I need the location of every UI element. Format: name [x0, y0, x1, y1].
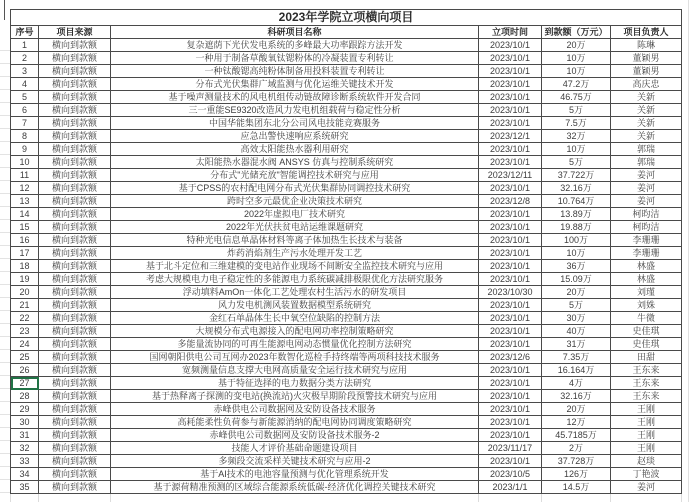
- table-row: [11, 325, 682, 338]
- table-row: [11, 377, 682, 390]
- cell-r16-c6[interactable]: 李珊珊: [611, 234, 682, 247]
- cell-r28-c2[interactable]: 横向到款额: [39, 390, 111, 403]
- cell-r9-c5[interactable]: 10万: [542, 143, 611, 156]
- cell-r6-c1[interactable]: 6: [11, 104, 39, 117]
- cell-r32-c6[interactable]: 王刚: [611, 442, 682, 455]
- cell-r23-c6[interactable]: 史佳琪: [611, 325, 682, 338]
- cell-r4-c6[interactable]: 高庆忠: [611, 78, 682, 91]
- cell-r33-c1[interactable]: 33: [11, 455, 39, 468]
- cell-r5-c4[interactable]: 2023/10/1: [479, 91, 542, 104]
- cell-r19-c5[interactable]: 15.09万: [542, 273, 611, 286]
- cell-r14-c4[interactable]: 2023/10/1: [479, 208, 542, 221]
- cell-r10-c6[interactable]: 郭瑞: [611, 156, 682, 169]
- cell-r2-c4[interactable]: 2023/10/1: [479, 52, 542, 65]
- cell-r31-c3[interactable]: 赤峰供电公司数据网及安防设备技术服务-2: [111, 429, 479, 442]
- cell-r14-c6[interactable]: 柯昀洁: [611, 208, 682, 221]
- cell-r10-c1[interactable]: 10: [11, 156, 39, 169]
- cell-r5-c1[interactable]: 5: [11, 91, 39, 104]
- cell-r18-c5[interactable]: 36万: [542, 260, 611, 273]
- cell-r2-c5[interactable]: 10万: [542, 52, 611, 65]
- cell-r23-c3[interactable]: 大规模分布式电源接入的配电网功率控制策略研究: [111, 325, 479, 338]
- cell-r8-c1[interactable]: 8: [11, 130, 39, 143]
- cell-r3-c5[interactable]: 10万: [542, 65, 611, 78]
- cell-r1-c5[interactable]: 20万: [542, 39, 611, 52]
- cell-r9-c3[interactable]: 高效太阳能热水器利用研究: [111, 143, 479, 156]
- cell-r32-c1[interactable]: 32: [11, 442, 39, 455]
- cell-r19-c4[interactable]: 2023/10/1: [479, 273, 542, 286]
- cell-r13-c5[interactable]: 10.764万: [542, 195, 611, 208]
- cell-r12-c1[interactable]: 12: [11, 182, 39, 195]
- cell-r5-c6[interactable]: 关新: [611, 91, 682, 104]
- cell-r31-c5[interactable]: 45.7185万: [542, 429, 611, 442]
- table-row: [11, 273, 682, 286]
- table-row: [11, 156, 682, 169]
- cell-r21-c6[interactable]: 刘姝: [611, 299, 682, 312]
- table-row: [11, 52, 682, 65]
- cell-r11-c2[interactable]: 横向到款额: [39, 169, 111, 182]
- column-header-1[interactable]: 序号: [11, 26, 39, 39]
- cell-r16-c3[interactable]: 特种光电信息单晶体材料等离子体加热生长技术与装备: [111, 234, 479, 247]
- cell-r17-c5[interactable]: 10万: [542, 247, 611, 260]
- cell-r22-c4[interactable]: 2023/10/1: [479, 312, 542, 325]
- cell-r16-c4[interactable]: 2023/10/1: [479, 234, 542, 247]
- cell-r33-c6[interactable]: 赵琰: [611, 455, 682, 468]
- table-row: [11, 338, 682, 351]
- cell-r13-c3[interactable]: 跨时空多元最优企业决策技术研究: [111, 195, 479, 208]
- cell-r26-c6[interactable]: 王东来: [611, 364, 682, 377]
- cell-r24-c3[interactable]: 多能量流协同的可再生能源电网动态惯量优化控制方法研究: [111, 338, 479, 351]
- cell-r33-c4[interactable]: 2023/10/1: [479, 455, 542, 468]
- cell-r17-c4[interactable]: 2023/10/1: [479, 247, 542, 260]
- cell-r21-c5[interactable]: 5万: [542, 299, 611, 312]
- cell-r11-c1[interactable]: 11: [11, 169, 39, 182]
- cell-r1-c2[interactable]: 横向到款额: [39, 39, 111, 52]
- cell-r6-c6[interactable]: 关新: [611, 104, 682, 117]
- right-gridline: [688, 0, 689, 502]
- cell-r23-c5[interactable]: 40万: [542, 325, 611, 338]
- table-row: [11, 299, 682, 312]
- cell-r3-c3[interactable]: 一种钛酸锶高纯粉体制备用投料装置专利转让: [111, 65, 479, 78]
- cell-r16-c1[interactable]: 16: [11, 234, 39, 247]
- table-row: [11, 91, 682, 104]
- cell-r2-c2[interactable]: 横向到款额: [39, 52, 111, 65]
- cell-r7-c5[interactable]: 7.5万: [542, 117, 611, 130]
- cell-r32-c2[interactable]: 横向到款额: [39, 442, 111, 455]
- cell-r34-c5[interactable]: 126万: [542, 468, 611, 481]
- cell-r31-c4[interactable]: 2023/10/1: [479, 429, 542, 442]
- cell-r35-c6[interactable]: 姜河: [611, 481, 682, 494]
- table-row: [11, 429, 682, 442]
- cell-r21-c1[interactable]: 21: [11, 299, 39, 312]
- cell-r13-c2[interactable]: 横向到款额: [39, 195, 111, 208]
- cell-r23-c2[interactable]: 横向到款额: [39, 325, 111, 338]
- cell-r21-c3[interactable]: 风力发电机测风装置数据模型系统研究: [111, 299, 479, 312]
- cell-r20-c5[interactable]: 20万: [542, 286, 611, 299]
- cell-r34-c1[interactable]: 34: [11, 468, 39, 481]
- cell-r20-c4[interactable]: 2023/10/30: [479, 286, 542, 299]
- cell-r5-c2[interactable]: 横向到款额: [39, 91, 111, 104]
- cell-r31-c1[interactable]: 31: [11, 429, 39, 442]
- cell-r9-c4[interactable]: 2023/10/1: [479, 143, 542, 156]
- table-row: [11, 208, 682, 221]
- table-row: [11, 247, 682, 260]
- cell-r26-c1[interactable]: 26: [11, 364, 39, 377]
- table-row: [11, 221, 682, 234]
- cell-r27-c6[interactable]: 王东来: [611, 377, 682, 390]
- cell-r1-c6[interactable]: 陈琳: [611, 39, 682, 52]
- cell-r20-c3[interactable]: 浮动填料AmOn一体化工艺处理农村生活污水的研发项目: [111, 286, 479, 299]
- cell-r26-c2[interactable]: 横向到款额: [39, 364, 111, 377]
- column-header-5[interactable]: 到款额（万元）: [542, 26, 611, 39]
- cell-r11-c6[interactable]: 姜河: [611, 169, 682, 182]
- cell-r21-c4[interactable]: 2023/10/1: [479, 299, 542, 312]
- cell-r14-c1[interactable]: 14: [11, 208, 39, 221]
- cell-r29-c4[interactable]: 2023/10/1: [479, 403, 542, 416]
- cell-r27-c3[interactable]: 基于特征选择的电力数据分类方法研究: [111, 377, 479, 390]
- cell-r17-c6[interactable]: 李珊珊: [611, 247, 682, 260]
- cell-r18-c6[interactable]: 林盛: [611, 260, 682, 273]
- cell-r35-c1[interactable]: 35: [11, 481, 39, 494]
- cell-r34-c2[interactable]: 横向到款额: [39, 468, 111, 481]
- table-row: [11, 117, 682, 130]
- table-row: [11, 364, 682, 377]
- cell-r13-c6[interactable]: 姜河: [611, 195, 682, 208]
- cell-r25-c1[interactable]: 25: [11, 351, 39, 364]
- table-row: [11, 78, 682, 91]
- table-row: [11, 104, 682, 117]
- corner-border-fragment: [4, 0, 5, 20]
- cell-r10-c2[interactable]: 横向到款额: [39, 156, 111, 169]
- cell-r1-c1[interactable]: 1: [11, 39, 39, 52]
- cell-r31-c6[interactable]: 王刚: [611, 429, 682, 442]
- cell-r5-c5[interactable]: 46.75万: [542, 91, 611, 104]
- cell-r7-c4[interactable]: 2023/10/1: [479, 117, 542, 130]
- cell-r33-c2[interactable]: 横向到款额: [39, 455, 111, 468]
- cell-r21-c2[interactable]: 横向到款额: [39, 299, 111, 312]
- table-row: [11, 390, 682, 403]
- cell-r24-c1[interactable]: 24: [11, 338, 39, 351]
- cell-r1-c3[interactable]: 复杂遮荫下光伏发电系统的多峰最大功率跟踪方法开发: [111, 39, 479, 52]
- cell-r11-c5[interactable]: 37.722万: [542, 169, 611, 182]
- left-gridline-strip: [0, 38, 10, 493]
- cell-r15-c5[interactable]: 19.88万: [542, 221, 611, 234]
- cell-r29-c2[interactable]: 横向到款额: [39, 403, 111, 416]
- cell-r22-c5[interactable]: 30万: [542, 312, 611, 325]
- cell-r12-c5[interactable]: 32.16万: [542, 182, 611, 195]
- cell-r19-c3[interactable]: 考虑大规模电力电子稳定性的多能源电力系统碳减排极限优化方法研究服务: [111, 273, 479, 286]
- cell-r7-c1[interactable]: 7: [11, 117, 39, 130]
- cell-r3-c1[interactable]: 3: [11, 65, 39, 78]
- table-row: [11, 195, 682, 208]
- cell-r7-c2[interactable]: 横向到款额: [39, 117, 111, 130]
- cell-r11-c3[interactable]: 分布式"光储充放"智能调控技术研究与应用: [111, 169, 479, 182]
- cell-r28-c3[interactable]: 基于热释离子探测的变电站(换流站)火灾极早期阶段预警技术研究与应用: [111, 390, 479, 403]
- sheet-title[interactable]: 2023年学院立项横向项目: [11, 10, 682, 26]
- cell-r15-c1[interactable]: 15: [11, 221, 39, 234]
- cell-r24-c4[interactable]: 2023/10/1: [479, 338, 542, 351]
- title-row: [11, 10, 682, 26]
- cell-r33-c3[interactable]: 多频段交流采样关键技术研究与应用-2: [111, 455, 479, 468]
- cell-r4-c5[interactable]: 47.2万: [542, 78, 611, 91]
- column-header-4[interactable]: 立项时间: [479, 26, 542, 39]
- cell-r3-c6[interactable]: 董颖男: [611, 65, 682, 78]
- cell-r34-c3[interactable]: 基于AI技术的电池容量预测与优化管理系统开发: [111, 468, 479, 481]
- cell-r35-c5[interactable]: 14.5万: [542, 481, 611, 494]
- cell-r30-c6[interactable]: 王刚: [611, 416, 682, 429]
- cell-r6-c2[interactable]: 横向到款额: [39, 104, 111, 117]
- cell-r2-c6[interactable]: 董颖男: [611, 52, 682, 65]
- cell-r1-c4[interactable]: 2023/10/1: [479, 39, 542, 52]
- cell-r10-c5[interactable]: 5万: [542, 156, 611, 169]
- table-row: [11, 39, 682, 52]
- cell-r5-c3[interactable]: 基于噪声测量技术的风电机组传动链故障诊断系统软件开发合同: [111, 91, 479, 104]
- cell-r13-c1[interactable]: 13: [11, 195, 39, 208]
- cell-r8-c2[interactable]: 横向到款额: [39, 130, 111, 143]
- cell-r2-c1[interactable]: 2: [11, 52, 39, 65]
- table-row: [11, 234, 682, 247]
- cell-r6-c5[interactable]: 5万: [542, 104, 611, 117]
- cell-r22-c2[interactable]: 横向到款额: [39, 312, 111, 325]
- cell-r22-c1[interactable]: 22: [11, 312, 39, 325]
- cell-r12-c2[interactable]: 横向到款额: [39, 182, 111, 195]
- cell-r29-c3[interactable]: 赤峰供电公司数据网及安防设备技术服务: [111, 403, 479, 416]
- cell-r2-c3[interactable]: 一种用于制备草酸氧钛锶粉体的冷凝装置专利转让: [111, 52, 479, 65]
- cell-r29-c5[interactable]: 20万: [542, 403, 611, 416]
- cell-r29-c1[interactable]: 29: [11, 403, 39, 416]
- cell-r25-c4[interactable]: 2023/12/6: [479, 351, 542, 364]
- table-row: [11, 182, 682, 195]
- cell-r30-c4[interactable]: 2023/10/1: [479, 416, 542, 429]
- cell-r19-c6[interactable]: 林盛: [611, 273, 682, 286]
- cell-r30-c3[interactable]: 高耗能柔性负荷参与新能源消纳的配电网协同调度策略研究: [111, 416, 479, 429]
- cell-r6-c3[interactable]: 三一重能SE9320改造风力发电机组载荷与稳定性分析: [111, 104, 479, 117]
- table-row: [11, 442, 682, 455]
- cell-r22-c6[interactable]: 牛微: [611, 312, 682, 325]
- cell-r30-c5[interactable]: 12万: [542, 416, 611, 429]
- cell-r14-c2[interactable]: 横向到款额: [39, 208, 111, 221]
- cell-r27-c4[interactable]: 2023/10/1: [479, 377, 542, 390]
- cell-r27-c2[interactable]: 横向到款额: [39, 377, 111, 390]
- column-header-3[interactable]: 科研项目名称: [111, 26, 479, 39]
- cell-r19-c2[interactable]: 横向到款额: [39, 273, 111, 286]
- cell-r30-c1[interactable]: 30: [11, 416, 39, 429]
- cell-r3-c2[interactable]: 横向到款额: [39, 65, 111, 78]
- cell-r26-c5[interactable]: 16.164万: [542, 364, 611, 377]
- table-row: [11, 468, 682, 481]
- table-row: [11, 130, 682, 143]
- cell-r18-c1[interactable]: 18: [11, 260, 39, 273]
- cell-r8-c3[interactable]: 应急出警快速响应系统研究: [111, 130, 479, 143]
- cell-r9-c2[interactable]: 横向到款额: [39, 143, 111, 156]
- cell-r25-c5[interactable]: 7.35万: [542, 351, 611, 364]
- cell-r25-c6[interactable]: 田甜: [611, 351, 682, 364]
- cell-r28-c6[interactable]: 王东来: [611, 390, 682, 403]
- cell-r18-c2[interactable]: 横向到款额: [39, 260, 111, 273]
- cell-r29-c6[interactable]: 王刚: [611, 403, 682, 416]
- cell-r20-c1[interactable]: 20: [11, 286, 39, 299]
- cell-r7-c6[interactable]: 关新: [611, 117, 682, 130]
- cell-r31-c2[interactable]: 横向到款额: [39, 429, 111, 442]
- cell-r18-c4[interactable]: 2023/10/1: [479, 260, 542, 273]
- cell-r25-c3[interactable]: 国网朝阳供电公司互网办2023年数智化巡检手持终端等两项科技技术服务: [111, 351, 479, 364]
- cell-r14-c5[interactable]: 13.89万: [542, 208, 611, 221]
- cell-r28-c4[interactable]: 2023/10/1: [479, 390, 542, 403]
- cell-r34-c6[interactable]: 丁艳波: [611, 468, 682, 481]
- cell-r17-c3[interactable]: 炸药消焰剂生产污水处理开发工艺: [111, 247, 479, 260]
- cell-r9-c1[interactable]: 9: [11, 143, 39, 156]
- cell-r28-c5[interactable]: 32.16万: [542, 390, 611, 403]
- table-row: [11, 312, 682, 325]
- cell-r20-c2[interactable]: 横向到款额: [39, 286, 111, 299]
- cell-r12-c3[interactable]: 基于CPSS的农村配电网分布式光伏集群协同调控技术研究: [111, 182, 479, 195]
- cell-r24-c2[interactable]: 横向到款额: [39, 338, 111, 351]
- cell-r27-c1[interactable]: 27: [11, 377, 39, 390]
- cell-r9-c6[interactable]: 郭瑞: [611, 143, 682, 156]
- cell-r32-c3[interactable]: 技能人才评价基础命题建设项目: [111, 442, 479, 455]
- cell-r30-c2[interactable]: 横向到款额: [39, 416, 111, 429]
- cell-r16-c5[interactable]: 100万: [542, 234, 611, 247]
- table-row: [11, 455, 682, 468]
- cell-r23-c4[interactable]: 2023/10/1: [479, 325, 542, 338]
- cell-r8-c5[interactable]: 32万: [542, 130, 611, 143]
- cell-r16-c2[interactable]: 横向到款额: [39, 234, 111, 247]
- cell-r15-c2[interactable]: 横向到款额: [39, 221, 111, 234]
- cell-r8-c6[interactable]: 关新: [611, 130, 682, 143]
- cell-r13-c4[interactable]: 2023/12/8: [479, 195, 542, 208]
- cell-r28-c1[interactable]: 28: [11, 390, 39, 403]
- table-row: [11, 481, 682, 494]
- cell-r27-c5[interactable]: 4万: [542, 377, 611, 390]
- cell-r26-c3[interactable]: 宽频测量信息支撑大电网高质量安全运行技术研究与应用: [111, 364, 479, 377]
- cell-r25-c2[interactable]: 横向到款额: [39, 351, 111, 364]
- column-header-2[interactable]: 项目来源: [39, 26, 111, 39]
- cell-r15-c4[interactable]: 2023/10/1: [479, 221, 542, 234]
- cell-r4-c3[interactable]: 分布式光伏集群广域监测与优化运维关键技术开发: [111, 78, 479, 91]
- cell-r10-c4[interactable]: 2023/10/1: [479, 156, 542, 169]
- cell-r32-c4[interactable]: 2023/11/17: [479, 442, 542, 455]
- cell-r20-c6[interactable]: 刘瑾: [611, 286, 682, 299]
- cell-r34-c4[interactable]: 2023/10/5: [479, 468, 542, 481]
- table-row: [11, 169, 682, 182]
- cell-r33-c5[interactable]: 37.728万: [542, 455, 611, 468]
- cell-r24-c6[interactable]: 史佳琪: [611, 338, 682, 351]
- cell-r7-c3[interactable]: 中国华能集团东北分公司风电技能竞赛服务: [111, 117, 479, 130]
- cell-r18-c3[interactable]: 基于北斗定位和三维建模的变电站作业现场不间断安全监控技术研究与应用: [111, 260, 479, 273]
- table-row: [11, 403, 682, 416]
- table-row: [11, 65, 682, 78]
- cell-r4-c1[interactable]: 4: [11, 78, 39, 91]
- table-row: [11, 260, 682, 273]
- table-row: [11, 143, 682, 156]
- cell-r32-c5[interactable]: 2万: [542, 442, 611, 455]
- cell-r35-c4[interactable]: 2023/1/1: [479, 481, 542, 494]
- table-row: [11, 286, 682, 299]
- cell-r26-c4[interactable]: 2023/10/1: [479, 364, 542, 377]
- cell-r14-c3[interactable]: 2022年虚拟电厂技术研究: [111, 208, 479, 221]
- cell-r24-c5[interactable]: 31万: [542, 338, 611, 351]
- cell-r35-c3[interactable]: 基于源荷精准预测的区域综合能源系统低碳-经济优化调控关键技术研究: [111, 481, 479, 494]
- cell-r3-c4[interactable]: 2023/10/1: [479, 65, 542, 78]
- table-row: [11, 416, 682, 429]
- cell-r6-c4[interactable]: 2023/10/1: [479, 104, 542, 117]
- cell-r11-c4[interactable]: 2023/12/11: [479, 169, 542, 182]
- header-row: [11, 26, 682, 39]
- cell-r8-c4[interactable]: 2023/12/1: [479, 130, 542, 143]
- cell-r10-c3[interactable]: 太阳能热水器混水阀 ANSYS 仿真与控制系统研究: [111, 156, 479, 169]
- cell-r35-c2[interactable]: 横向到款额: [39, 481, 111, 494]
- cell-r19-c1[interactable]: 19: [11, 273, 39, 286]
- cell-r15-c6[interactable]: 柯昀洁: [611, 221, 682, 234]
- table-row: [11, 351, 682, 364]
- cell-r23-c1[interactable]: 23: [11, 325, 39, 338]
- cell-r22-c3[interactable]: 金红石单晶体生长中氧空位缺陷的控制方法: [111, 312, 479, 325]
- cell-r17-c1[interactable]: 17: [11, 247, 39, 260]
- projects-table: [10, 9, 682, 494]
- cell-r4-c2[interactable]: 横向到款额: [39, 78, 111, 91]
- cell-r15-c3[interactable]: 2022年光伏扶贫电站运维课题研究: [111, 221, 479, 234]
- column-header-6[interactable]: 项目负责人: [611, 26, 682, 39]
- cell-r12-c6[interactable]: 姜河: [611, 182, 682, 195]
- cell-r4-c4[interactable]: 2023/10/1: [479, 78, 542, 91]
- cell-r17-c2[interactable]: 横向到款额: [39, 247, 111, 260]
- cell-r12-c4[interactable]: 2023/10/1: [479, 182, 542, 195]
